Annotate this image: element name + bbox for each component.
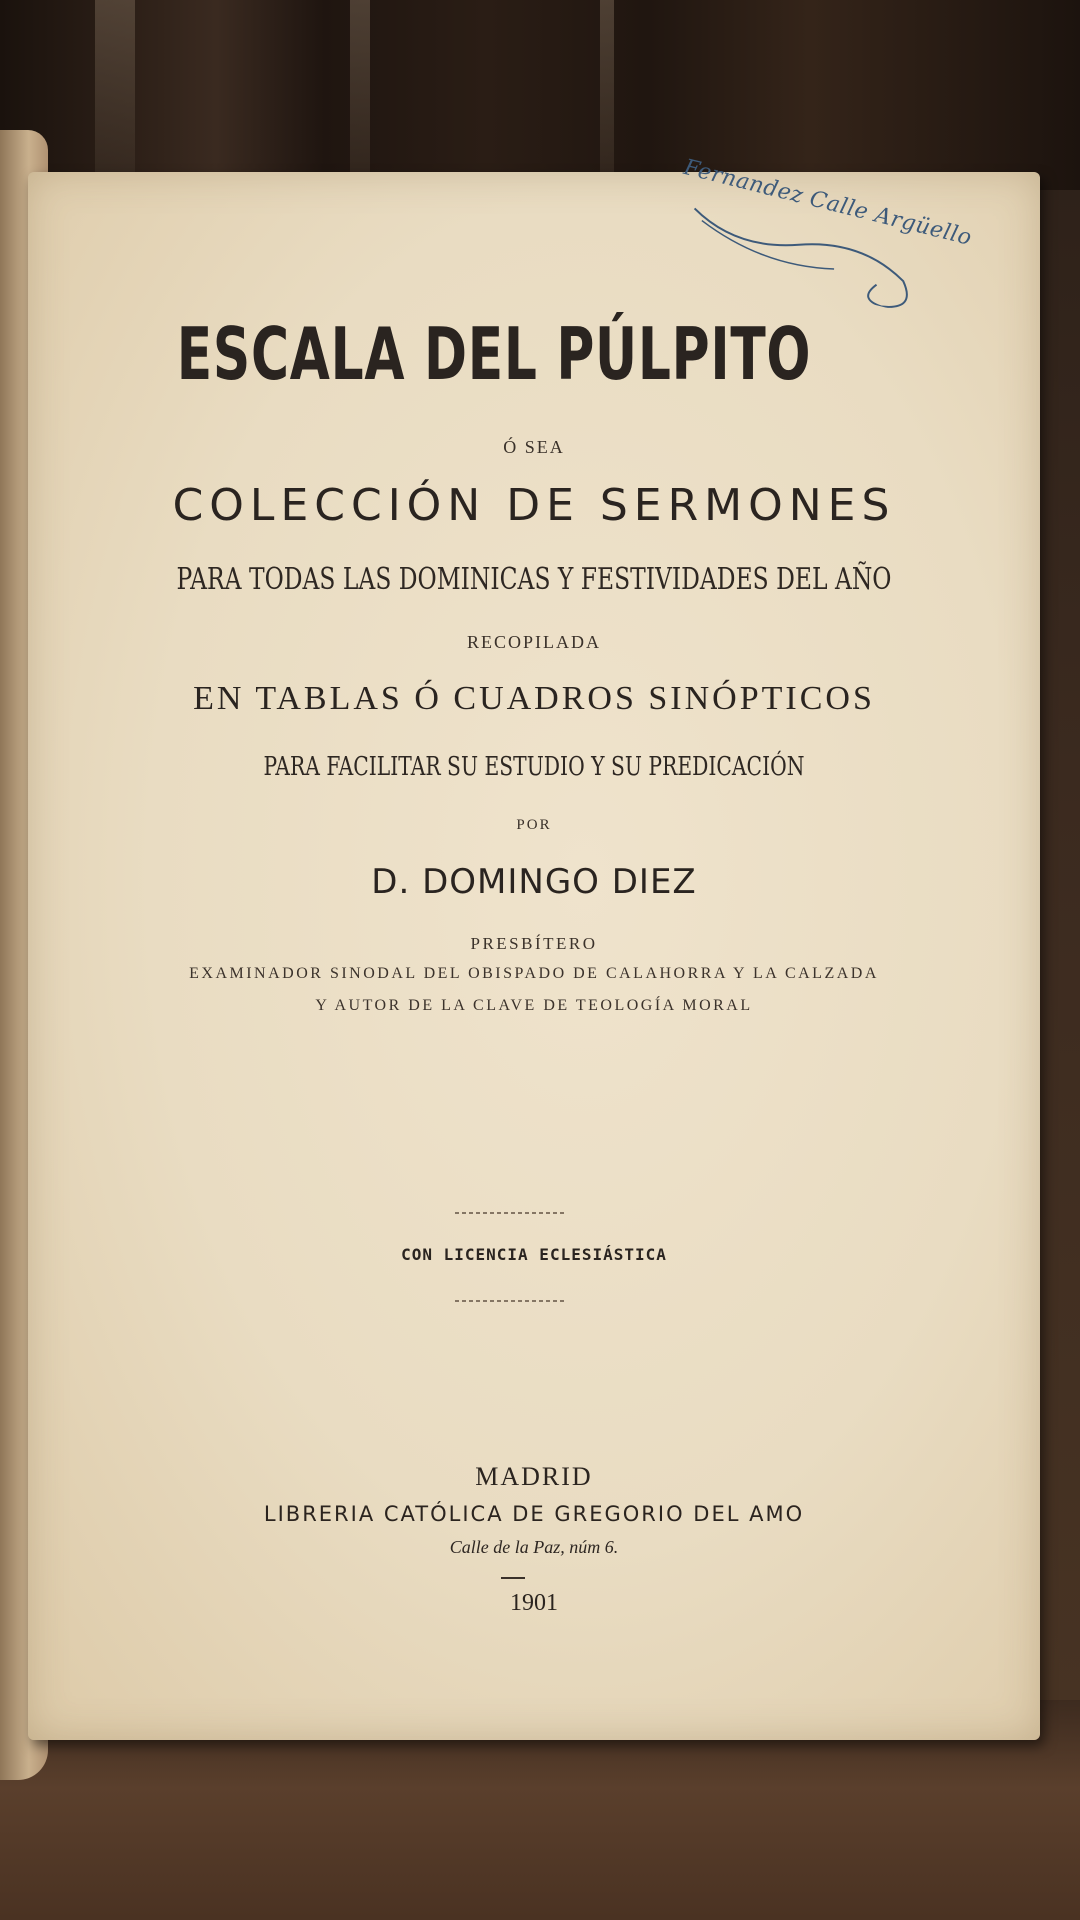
bookshelf-background <box>0 0 1080 190</box>
ornament-rule-top <box>455 1212 565 1214</box>
subtitle-connector: Ó SEA <box>503 437 565 457</box>
handwritten-note: Fernandez Calle Argüello <box>681 155 975 251</box>
year-rule <box>501 1577 525 1579</box>
year: 1901 <box>510 1590 558 1616</box>
book-spine <box>350 0 370 180</box>
author-title: PRESBÍTERO <box>470 934 598 953</box>
book-title: ESCALA DEL PÚLPITO <box>176 312 812 396</box>
main-subtitle: COLECCIÓN DE SERMONES <box>172 480 896 531</box>
ornament-rule-bottom <box>455 1300 565 1302</box>
address: Calle de la Paz, núm 6. <box>449 1537 619 1557</box>
by-label: POR <box>516 817 552 833</box>
publisher: LIBRERIA CATÓLICA DE GREGORIO DEL AMO <box>263 1502 805 1526</box>
compiled-label: RECOPILADA <box>466 632 601 652</box>
purpose-line: PARA FACILITAR SU ESTUDIO Y SU PREDICACIÓN <box>263 752 805 782</box>
author-name: D. DOMINGO DIEZ <box>371 862 697 902</box>
license-line: CON LICENCIA ECLESIÁSTICA <box>401 1245 667 1264</box>
author-role-2: Y AUTOR DE LA CLAVE DE TEOLOGÍA MORAL <box>315 997 753 1014</box>
city: MADRID <box>475 1462 593 1491</box>
book-spine <box>600 0 614 180</box>
title-page <box>28 155 1040 1740</box>
author-role-1: EXAMINADOR SINODAL DEL OBISPADO DE CALAHORRA Y LA CALZADA <box>189 965 879 982</box>
book-spine <box>95 0 135 180</box>
description-line: PARA TODAS LAS DOMINICAS Y FESTIVIDADES DEL AÑO <box>176 562 892 597</box>
tables-line: EN TABLAS Ó CUADROS SINÓPTICOS <box>193 680 875 717</box>
